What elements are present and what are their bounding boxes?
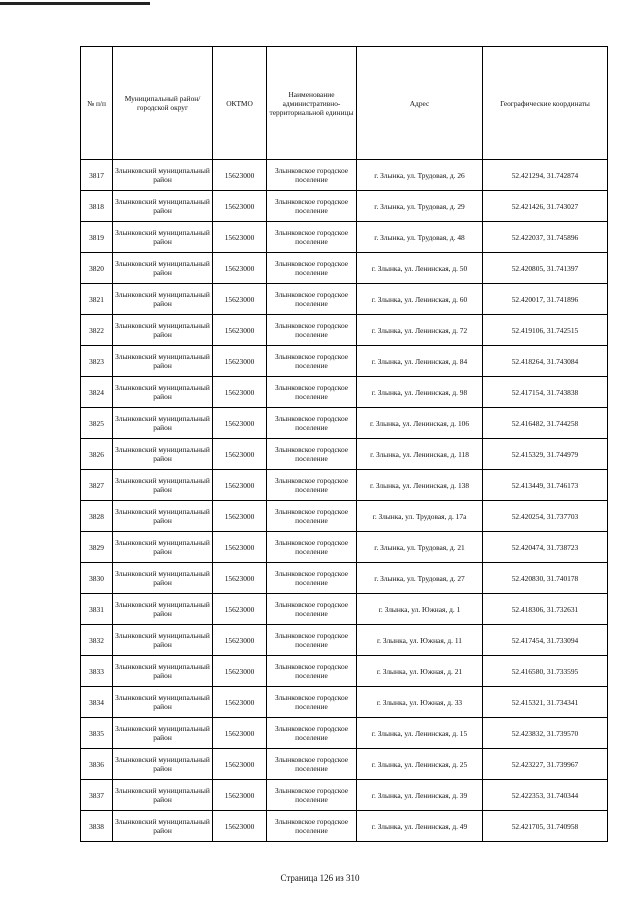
cell-district: Злынковский муниципальный район: [113, 625, 213, 656]
cell-district: Злынковский муниципальный район: [113, 532, 213, 563]
table-row: [81, 253, 608, 284]
header-district: Муниципальный район/городской округ: [113, 47, 213, 160]
cell-district: Злынковский муниципальный район: [113, 346, 213, 377]
cell-num: 3829: [81, 532, 113, 563]
cell-address: г. Злынка, ул. Трудовая, д. 29: [357, 191, 483, 222]
cell-address: г. Злынка, ул. Южная, д. 1: [357, 594, 483, 625]
table-row: [81, 160, 608, 191]
cell-district: Злынковский муниципальный район: [113, 253, 213, 284]
cell-address: г. Злынка, ул. Трудовая, д. 48: [357, 222, 483, 253]
cell-district: Злынковский муниципальный район: [113, 191, 213, 222]
cell-oktmo: 15623000: [213, 625, 267, 656]
cell-address: г. Злынка, ул. Ленинская, д. 72: [357, 315, 483, 346]
cell-coords: 52.418306, 31.732631: [483, 594, 608, 625]
table-row: [81, 780, 608, 811]
cell-oktmo: 15623000: [213, 811, 267, 842]
cell-address: г. Злынка, ул. Южная, д. 11: [357, 625, 483, 656]
table-row: [81, 439, 608, 470]
table-row: [81, 656, 608, 687]
table-row: [81, 687, 608, 718]
cell-district: Злынковский муниципальный район: [113, 160, 213, 191]
cell-unit: Злынковское городское поселение: [267, 563, 357, 594]
cell-num: 3817: [81, 160, 113, 191]
header-unit: Наименование административно-территориальной единицы: [267, 47, 357, 160]
cell-unit: Злынковское городское поселение: [267, 625, 357, 656]
cell-address: г. Злынка, ул. Ленинская, д. 25: [357, 749, 483, 780]
cell-coords: 52.420830, 31.740178: [483, 563, 608, 594]
cell-num: 3833: [81, 656, 113, 687]
table-row: [81, 625, 608, 656]
cell-district: Злынковский муниципальный район: [113, 656, 213, 687]
header-num: № п/п: [81, 47, 113, 160]
cell-unit: Злынковское городское поселение: [267, 718, 357, 749]
cell-address: г. Злынка, ул. Южная, д. 33: [357, 687, 483, 718]
cell-district: Злынковский муниципальный район: [113, 749, 213, 780]
cell-coords: 52.423227, 31.739967: [483, 749, 608, 780]
cell-district: Злынковский муниципальный район: [113, 594, 213, 625]
cell-coords: 52.415329, 31.744979: [483, 439, 608, 470]
table-row: [81, 470, 608, 501]
cell-unit: Злынковское городское поселение: [267, 780, 357, 811]
cell-num: 3831: [81, 594, 113, 625]
cell-oktmo: 15623000: [213, 563, 267, 594]
table-row: [81, 501, 608, 532]
cell-num: 3821: [81, 284, 113, 315]
page-footer: Страница 126 из 310: [280, 873, 360, 883]
cell-address: г. Злынка, ул. Ленинская, д. 138: [357, 470, 483, 501]
cell-oktmo: 15623000: [213, 315, 267, 346]
cell-num: 3822: [81, 315, 113, 346]
cell-num: 3828: [81, 501, 113, 532]
cell-unit: Злынковское городское поселение: [267, 501, 357, 532]
cell-unit: Злынковское городское поселение: [267, 687, 357, 718]
cell-coords: 52.413449, 31.746173: [483, 470, 608, 501]
cell-oktmo: 15623000: [213, 284, 267, 315]
cell-num: 3819: [81, 222, 113, 253]
top-edge-mark: [0, 2, 150, 5]
cell-district: Злынковский муниципальный район: [113, 563, 213, 594]
cell-district: Злынковский муниципальный район: [113, 315, 213, 346]
cell-address: г. Злынка, ул. Трудовая, д. 27: [357, 563, 483, 594]
cell-oktmo: 15623000: [213, 749, 267, 780]
cell-unit: Злынковское городское поселение: [267, 191, 357, 222]
cell-coords: 52.417154, 31.743838: [483, 377, 608, 408]
cell-address: г. Злынка, ул. Трудовая, д. 17а: [357, 501, 483, 532]
cell-district: Злынковский муниципальный район: [113, 780, 213, 811]
cell-address: г. Злынка, ул. Ленинская, д. 15: [357, 718, 483, 749]
registry-table: [80, 46, 608, 842]
table-row: [81, 346, 608, 377]
cell-coords: 52.420254, 31.737703: [483, 501, 608, 532]
table-row: [81, 191, 608, 222]
cell-oktmo: 15623000: [213, 470, 267, 501]
cell-oktmo: 15623000: [213, 594, 267, 625]
cell-oktmo: 15623000: [213, 377, 267, 408]
header-oktmo: ОКТМО: [213, 47, 267, 160]
cell-district: Злынковский муниципальный район: [113, 439, 213, 470]
table-row: [81, 811, 608, 842]
cell-coords: 52.418264, 31.743084: [483, 346, 608, 377]
cell-oktmo: 15623000: [213, 346, 267, 377]
table-row: [81, 284, 608, 315]
cell-num: 3837: [81, 780, 113, 811]
cell-coords: 52.423832, 31.739570: [483, 718, 608, 749]
cell-num: 3823: [81, 346, 113, 377]
table-row: [81, 563, 608, 594]
cell-coords: 52.416482, 31.744258: [483, 408, 608, 439]
cell-oktmo: 15623000: [213, 501, 267, 532]
cell-num: 3818: [81, 191, 113, 222]
cell-unit: Злынковское городское поселение: [267, 811, 357, 842]
cell-district: Злынковский муниципальный район: [113, 408, 213, 439]
cell-num: 3825: [81, 408, 113, 439]
cell-coords: 52.421705, 31.740958: [483, 811, 608, 842]
cell-address: г. Злынка, ул. Ленинская, д. 84: [357, 346, 483, 377]
cell-oktmo: 15623000: [213, 191, 267, 222]
cell-unit: Злынковское городское поселение: [267, 284, 357, 315]
cell-district: Злынковский муниципальный район: [113, 501, 213, 532]
cell-num: 3827: [81, 470, 113, 501]
cell-oktmo: 15623000: [213, 439, 267, 470]
cell-district: Злынковский муниципальный район: [113, 284, 213, 315]
cell-num: 3826: [81, 439, 113, 470]
cell-coords: 52.420805, 31.741397: [483, 253, 608, 284]
cell-oktmo: 15623000: [213, 253, 267, 284]
cell-oktmo: 15623000: [213, 780, 267, 811]
table-header-row: [81, 47, 608, 160]
cell-address: г. Злынка, ул. Южная, д. 21: [357, 656, 483, 687]
table-row: [81, 377, 608, 408]
cell-coords: 52.416580, 31.733595: [483, 656, 608, 687]
cell-num: 3838: [81, 811, 113, 842]
cell-address: г. Злынка, ул. Ленинская, д. 106: [357, 408, 483, 439]
cell-unit: Злынковское городское поселение: [267, 160, 357, 191]
cell-coords: 52.419106, 31.742515: [483, 315, 608, 346]
cell-oktmo: 15623000: [213, 160, 267, 191]
cell-unit: Злынковское городское поселение: [267, 346, 357, 377]
cell-oktmo: 15623000: [213, 222, 267, 253]
cell-coords: 52.422353, 31.740344: [483, 780, 608, 811]
cell-num: 3824: [81, 377, 113, 408]
cell-unit: Злынковское городское поселение: [267, 315, 357, 346]
cell-unit: Злынковское городское поселение: [267, 656, 357, 687]
cell-num: 3835: [81, 718, 113, 749]
cell-unit: Злынковское городское поселение: [267, 470, 357, 501]
cell-num: 3834: [81, 687, 113, 718]
header-address: Адрес: [357, 47, 483, 160]
cell-unit: Злынковское городское поселение: [267, 749, 357, 780]
cell-unit: Злынковское городское поселение: [267, 253, 357, 284]
cell-num: 3820: [81, 253, 113, 284]
cell-num: 3830: [81, 563, 113, 594]
cell-unit: Злынковское городское поселение: [267, 594, 357, 625]
header-coords: Географические координаты: [483, 47, 608, 160]
cell-district: Злынковский муниципальный район: [113, 687, 213, 718]
table-row: [81, 749, 608, 780]
cell-coords: 52.420474, 31.738723: [483, 532, 608, 563]
cell-address: г. Злынка, ул. Ленинская, д. 39: [357, 780, 483, 811]
table-row: [81, 315, 608, 346]
cell-coords: 52.415321, 31.734341: [483, 687, 608, 718]
cell-district: Злынковский муниципальный район: [113, 718, 213, 749]
table-row: [81, 222, 608, 253]
cell-oktmo: 15623000: [213, 532, 267, 563]
cell-unit: Злынковское городское поселение: [267, 222, 357, 253]
cell-address: г. Злынка, ул. Ленинская, д. 60: [357, 284, 483, 315]
cell-unit: Злынковское городское поселение: [267, 408, 357, 439]
table-row: [81, 408, 608, 439]
cell-coords: 52.422037, 31.745896: [483, 222, 608, 253]
cell-district: Злынковский муниципальный район: [113, 811, 213, 842]
cell-oktmo: 15623000: [213, 408, 267, 439]
cell-district: Злынковский муниципальный район: [113, 222, 213, 253]
cell-coords: 52.417454, 31.733094: [483, 625, 608, 656]
cell-coords: 52.420017, 31.741896: [483, 284, 608, 315]
cell-unit: Злынковское городское поселение: [267, 532, 357, 563]
cell-address: г. Злынка, ул. Ленинская, д. 118: [357, 439, 483, 470]
cell-num: 3832: [81, 625, 113, 656]
table-row: [81, 532, 608, 563]
cell-address: г. Злынка, ул. Ленинская, д. 98: [357, 377, 483, 408]
cell-district: Злынковский муниципальный район: [113, 377, 213, 408]
cell-district: Злынковский муниципальный район: [113, 470, 213, 501]
cell-num: 3836: [81, 749, 113, 780]
cell-address: г. Злынка, ул. Трудовая, д. 26: [357, 160, 483, 191]
cell-unit: Злынковское городское поселение: [267, 377, 357, 408]
cell-unit: Злынковское городское поселение: [267, 439, 357, 470]
cell-address: г. Злынка, ул. Ленинская, д. 49: [357, 811, 483, 842]
cell-coords: 52.421426, 31.743027: [483, 191, 608, 222]
cell-oktmo: 15623000: [213, 687, 267, 718]
table-row: [81, 594, 608, 625]
cell-oktmo: 15623000: [213, 718, 267, 749]
cell-coords: 52.421294, 31.742874: [483, 160, 608, 191]
cell-address: г. Злынка, ул. Ленинская, д. 50: [357, 253, 483, 284]
table-row: [81, 718, 608, 749]
cell-oktmo: 15623000: [213, 656, 267, 687]
cell-address: г. Злынка, ул. Трудовая, д. 21: [357, 532, 483, 563]
